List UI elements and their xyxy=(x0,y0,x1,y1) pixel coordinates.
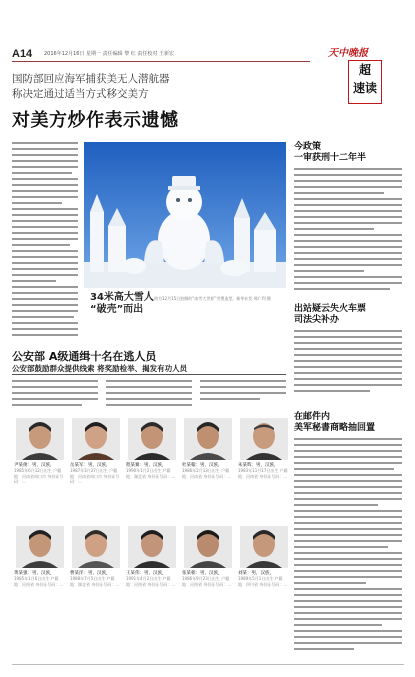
portrait-info: 1987年3月27日出生 户籍地：河南省周口市 身份证号码：… xyxy=(70,468,120,484)
caption-line-2: “破壳”而出 xyxy=(90,304,144,315)
portrait-card xyxy=(126,526,178,598)
portrait-name: 程某翼：男，汉族， xyxy=(126,463,167,468)
lead-body-text xyxy=(12,140,80,370)
portrait-info: 1991年4月2日出生 户籍地：河南省 身份证号码：… xyxy=(126,576,176,587)
news-photo-snow-sculpture xyxy=(84,142,286,310)
portrait-name: 杜某翰：男，汉族， xyxy=(182,463,223,468)
portrait-photo xyxy=(72,526,120,568)
dateline: 2016年12月16日 星期一 责任编辑 黎 红 责任校对 王新宏 xyxy=(44,51,174,57)
portrait-card xyxy=(70,418,122,490)
portrait-photo xyxy=(184,418,232,460)
portrait-info: 1988年7月5日出生 户籍地：湖北省 身份证号码：… xyxy=(70,576,120,587)
right-headline-2-line-1: 出站疑云失火车票 xyxy=(294,304,367,314)
wanted-section-subtitle: 公安部鼓励群众提供线索 将奖励检举、揭发有功人员 xyxy=(12,364,188,373)
portrait-name: 朱某辉：男，汉族， xyxy=(238,463,279,468)
portrait-info: 1986年2月13日出生 户籍地：河南省 身份证号码：… xyxy=(182,468,232,479)
portrait-photo xyxy=(240,418,288,460)
header-rule xyxy=(12,61,310,62)
portrait-name: 尹某俊：男，汉族， xyxy=(14,463,55,468)
portrait-info: 1986年9月23日出生 户籍地：河南省 身份证号码：… xyxy=(182,576,232,587)
section-label-1: 超 xyxy=(358,63,371,77)
section-badge xyxy=(348,60,382,104)
portrait-photo xyxy=(128,418,176,460)
right-headline-1 xyxy=(294,142,366,164)
portrait-name: 黄某强：男，汉族， xyxy=(14,571,55,576)
portrait-photo xyxy=(72,418,120,460)
kicker-line-1: 国防部回应海军捕获美无人潜航器 xyxy=(12,73,170,85)
portrait-name: 张某朝：男，汉族， xyxy=(182,571,223,576)
caption-line-1: 34米高大雪人 xyxy=(90,292,154,303)
right-headline-1-line-2: 一审获刑十二年半 xyxy=(294,153,367,163)
portrait-photo xyxy=(16,526,64,568)
portrait-name: 岳某军：男，汉族， xyxy=(70,463,111,468)
section-label-2: 速读 xyxy=(352,81,377,95)
right-body-text-3 xyxy=(294,436,404,658)
portrait-photo xyxy=(16,418,64,460)
right-headline-2 xyxy=(294,304,366,326)
portrait-info: 1985年1月6日出生 户籍地：河南省 身份证号码：… xyxy=(14,576,64,587)
portrait-card xyxy=(14,526,66,598)
lead-kicker xyxy=(12,72,170,102)
right-headline-3-line-2: 美军秘書商略抽回置 xyxy=(294,423,376,433)
portrait-info: 1983年11月17日出生 户籍地：河南省 身份证号码：… xyxy=(238,468,288,479)
right-body-text-2 xyxy=(294,328,404,400)
portrait-card xyxy=(238,418,290,490)
portrait-info: 1989年5月1日出生 户籍地：四川省 身份证号码：… xyxy=(238,576,288,587)
portrait-info: 1990年1月2日出生 户籍地：湖北省 身份证号码：… xyxy=(126,468,176,479)
page-number: A14 xyxy=(12,48,33,60)
portrait-photo xyxy=(240,526,288,568)
portrait-name: 王某伟：男，汉族， xyxy=(126,571,167,576)
portrait-name: 曹某洋：男，汉族， xyxy=(70,571,111,576)
portrait-photo xyxy=(128,526,176,568)
wanted-section-rule xyxy=(12,374,286,375)
photo-caption-text: 图为12月15日拍摄的“冰雪大世界”雪塑造型。新华社发 邢广利 摄 xyxy=(154,296,271,301)
portrait-card xyxy=(70,526,122,598)
right-headline-2-line-2: 司法尖补办 xyxy=(294,315,340,325)
portrait-card xyxy=(238,526,290,598)
right-body-text-1 xyxy=(294,166,404,296)
right-headline-1-line-1: 今政策 xyxy=(294,142,322,152)
wanted-section-title: 公安部 A级通缉十名在逃人员 xyxy=(12,350,157,363)
footer-rule xyxy=(12,664,404,665)
portrait-name: 刘某：男，汉族， xyxy=(238,571,274,576)
wanted-intro-text xyxy=(12,378,286,414)
right-headline-3 xyxy=(294,412,375,434)
newspaper-logo: 天中晚报 xyxy=(328,48,368,59)
kicker-line-2: 称决定通过适当方式移交美方 xyxy=(12,88,149,100)
portrait-card xyxy=(182,526,234,598)
portrait-info: 1985年6月12日出生 户籍地：河南省周口市 身份证号码：… xyxy=(14,468,64,484)
portrait-card xyxy=(126,418,178,490)
photo-caption-headline xyxy=(90,292,154,316)
lead-headline: 对美方炒作表示遗憾 xyxy=(12,110,179,131)
right-headline-3-line-1: 在邮件内 xyxy=(294,412,331,422)
portrait-photo xyxy=(184,526,232,568)
portrait-card xyxy=(182,418,234,490)
portrait-card xyxy=(14,418,66,490)
